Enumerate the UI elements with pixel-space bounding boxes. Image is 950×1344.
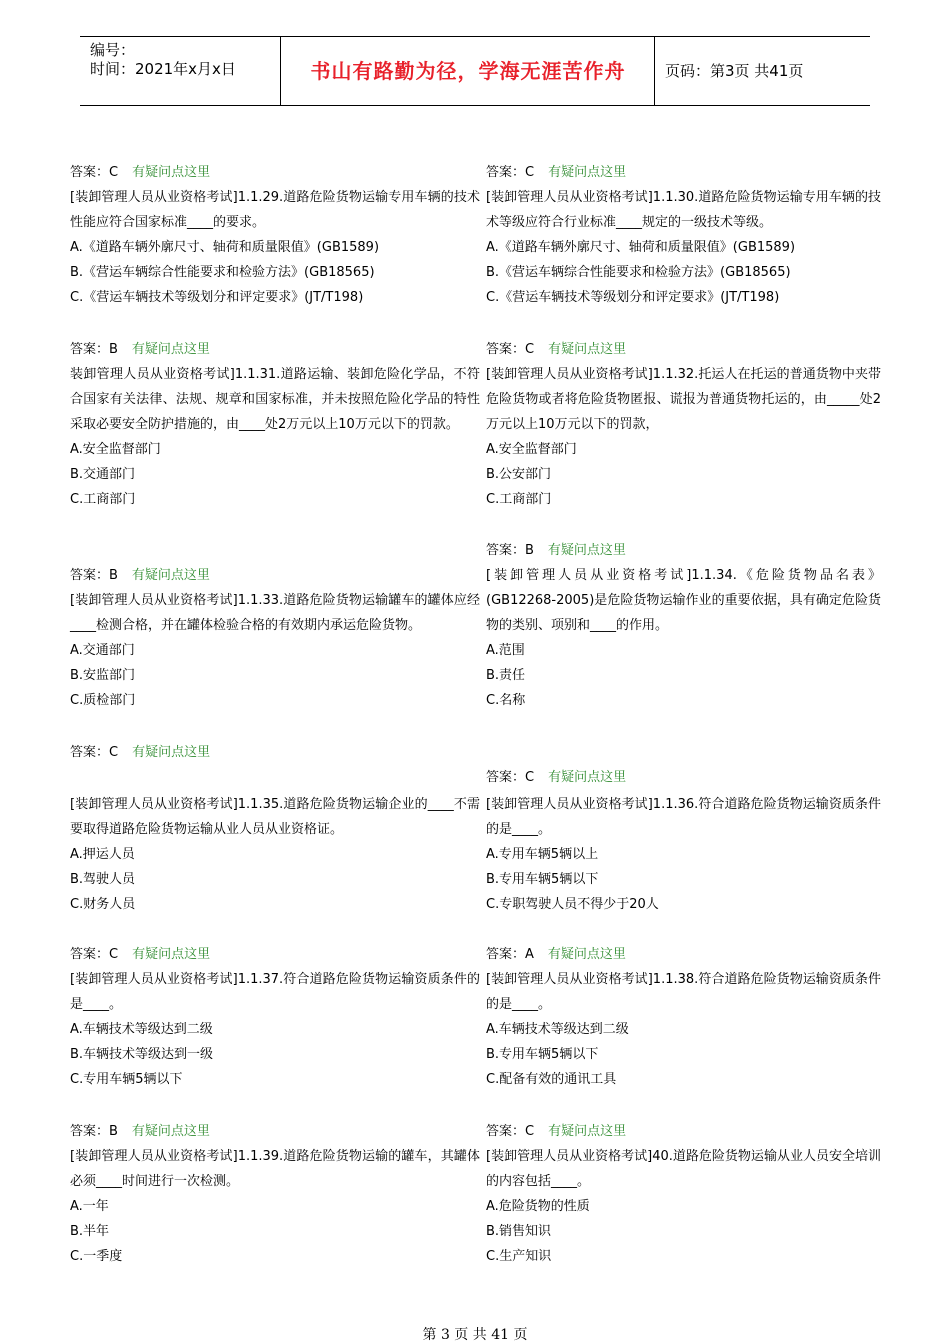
question-item xyxy=(486,1119,881,1269)
motto: 书山有路勤为径，学海无涯苦作舟 xyxy=(310,59,626,83)
header-motto-cell xyxy=(282,37,654,105)
option-a: A.《道路车辆外廓尺寸、轴荷和质量限值》(GB1589) xyxy=(486,240,796,255)
answer-label: 答案：C xyxy=(486,165,535,180)
answer-label: 答案：B xyxy=(70,568,118,583)
option-c: C.工商部门 xyxy=(70,492,136,507)
option-a: A.专用车辆5辆以上 xyxy=(486,847,599,862)
answer-label: 答案：B xyxy=(486,543,534,558)
option-b: B.专用车辆5辆以下 xyxy=(486,1047,599,1062)
ask-link[interactable]: 有疑问点这里 xyxy=(132,947,211,962)
question-item xyxy=(70,740,480,765)
question-item xyxy=(486,765,881,917)
page-label: 页码：第3页 共41页 xyxy=(665,62,804,80)
ask-link[interactable]: 有疑问点这里 xyxy=(547,543,626,558)
option-c: C.《营运车辆技术等级划分和评定要求》(JT/T198) xyxy=(486,290,780,305)
ask-link[interactable]: 有疑问点这里 xyxy=(548,770,627,785)
ask-link[interactable]: 有疑问点这里 xyxy=(131,568,210,583)
option-c: C.质检部门 xyxy=(70,693,136,708)
option-c: C.专用车辆5辆以下 xyxy=(70,1072,183,1087)
question-item xyxy=(70,160,480,310)
page-footer: 第 3 页 共 41 页 xyxy=(422,1327,528,1343)
header-meta xyxy=(90,37,280,105)
option-a: A.押运人员 xyxy=(70,847,135,862)
answer-label: 答案：B xyxy=(70,1124,118,1139)
number-label: 编号： xyxy=(90,41,136,59)
answer-label: 答案：A xyxy=(486,947,534,962)
question-item xyxy=(486,538,881,713)
time-label: 时间：2021年x月x日 xyxy=(90,60,236,78)
option-a: A.范围 xyxy=(486,643,525,658)
option-b: B.驾驶人员 xyxy=(70,872,136,887)
option-b: B.半年 xyxy=(70,1224,110,1239)
option-b: B.销售知识 xyxy=(486,1224,552,1239)
header-divider xyxy=(280,37,281,105)
option-a: A.危险货物的性质 xyxy=(486,1199,590,1214)
header-divider xyxy=(654,37,655,105)
question-text: [装卸管理人员从业资格考试]40.道路危险货物运输从业人员安全培训的内容包括____。 xyxy=(486,1149,881,1189)
question-item xyxy=(486,942,881,1092)
option-b: B.专用车辆5辆以下 xyxy=(486,872,599,887)
option-a: A.安全监督部门 xyxy=(70,442,161,457)
option-c: C.《营运车辆技术等级划分和评定要求》(JT/T198) xyxy=(70,290,364,305)
option-b: B.公安部门 xyxy=(486,467,552,482)
option-b: B.《营运车辆综合性能要求和检验方法》(GB18565) xyxy=(486,265,791,280)
option-a: A.交通部门 xyxy=(70,643,135,658)
question-text: [装卸管理人员从业资格考试]1.1.30.道路危险货物运输专用车辆的技术等级应符合行业标准____规定的一级技术等级。 xyxy=(486,190,881,230)
option-b: B.车辆技术等级达到一级 xyxy=(70,1047,214,1062)
question-text: [装卸管理人员从业资格考试]1.1.39.道路危险货物运输的罐车，其罐体必须____时间进行一次检测。 xyxy=(70,1149,480,1189)
answer-label: 答案：C xyxy=(486,342,535,357)
option-b: B.安监部门 xyxy=(70,668,136,683)
question-text: [装卸管理人员从业资格考试]1.1.36.符合道路危险货物运输资质条件的是____。 xyxy=(486,797,881,837)
ask-link[interactable]: 有疑问点这里 xyxy=(131,1124,210,1139)
option-b: B.责任 xyxy=(486,668,526,683)
option-c: C.一季度 xyxy=(70,1249,123,1264)
answer-label: 答案：B xyxy=(70,342,118,357)
question-text: [装卸管理人员从业资格考试]1.1.38.符合道路危险货物运输资质条件的是____。 xyxy=(486,972,881,1012)
option-a: A.安全监督部门 xyxy=(486,442,577,457)
question-text: [装卸管理人员从业资格考试]1.1.35.道路危险货物运输企业的____不需要取得道路危险货物运输从业人员从业资格证。 xyxy=(70,797,480,837)
question-text: [装卸管理人员从业资格考试]1.1.37.符合道路危险货物运输资质条件的是____。 xyxy=(70,972,480,1012)
page-header xyxy=(80,36,870,106)
question-item xyxy=(70,1119,480,1269)
answer-label: 答案：C xyxy=(70,745,119,760)
question-text: 装卸管理人员从业资格考试]1.1.31.道路运输、装卸危险化学品，不符合国家有关法律、法规、规章和国家标准，并未按照危险化学品的特性采取必要安全防护措施的，由____处2万元以上10万元以下的罚款。 xyxy=(70,367,480,432)
ask-link[interactable]: 有疑问点这里 xyxy=(548,165,627,180)
answer-label: 答案：C xyxy=(70,165,119,180)
question-text: [装卸管理人员从业资格考试]1.1.29.道路危险货物运输专用车辆的技术性能应符合国家标准____的要求。 xyxy=(70,190,480,230)
option-c: C.财务人员 xyxy=(70,897,136,912)
question-item xyxy=(70,337,480,512)
option-c: C.配备有效的通讯工具 xyxy=(486,1072,617,1087)
question-item xyxy=(486,337,881,512)
option-a: A.《道路车辆外廓尺寸、轴荷和质量限值》(GB1589) xyxy=(70,240,380,255)
ask-link[interactable]: 有疑问点这里 xyxy=(548,342,627,357)
option-c: C.工商部门 xyxy=(486,492,552,507)
option-b: B.《营运车辆综合性能要求和检验方法》(GB18565) xyxy=(70,265,375,280)
question-text: [装卸管理人员从业资格考试]1.1.33.道路危险货物运输罐车的罐体应经____检测合格，并在罐体检验合格的有效期内承运危险货物。 xyxy=(70,593,480,633)
question-text: [装卸管理人员从业资格考试]1.1.34.《危险货物品名表》(GB12268-2005)是危险货物运输作业的重要依据，具有确定危险货物的类别、项别和____的作用。 xyxy=(486,568,881,633)
option-b: B.交通部门 xyxy=(70,467,136,482)
ask-link[interactable]: 有疑问点这里 xyxy=(132,165,211,180)
option-c: C.生产知识 xyxy=(486,1249,552,1264)
question-item xyxy=(486,160,881,310)
ask-link[interactable]: 有疑问点这里 xyxy=(131,342,210,357)
ask-link[interactable]: 有疑问点这里 xyxy=(132,745,211,760)
ask-link[interactable]: 有疑问点这里 xyxy=(548,1124,627,1139)
answer-label: 答案：C xyxy=(486,1124,535,1139)
question-item xyxy=(70,792,480,917)
answer-label: 答案：C xyxy=(70,947,119,962)
option-a: A.车辆技术等级达到二级 xyxy=(486,1022,629,1037)
question-item xyxy=(70,563,480,713)
question-text: [装卸管理人员从业资格考试]1.1.32.托运人在托运的普通货物中夹带危险货物或者将危险货物匿报、谎报为普通货物托运的，由_____处2万元以上10万元以下的罚款， xyxy=(486,367,881,432)
question-item xyxy=(70,942,480,1092)
ask-link[interactable]: 有疑问点这里 xyxy=(547,947,626,962)
option-c: C.名称 xyxy=(486,693,526,708)
answer-label: 答案：C xyxy=(486,770,535,785)
option-a: A.车辆技术等级达到二级 xyxy=(70,1022,213,1037)
option-c: C.专职驾驶人员不得少于20人 xyxy=(486,897,659,912)
option-a: A.一年 xyxy=(70,1199,109,1214)
